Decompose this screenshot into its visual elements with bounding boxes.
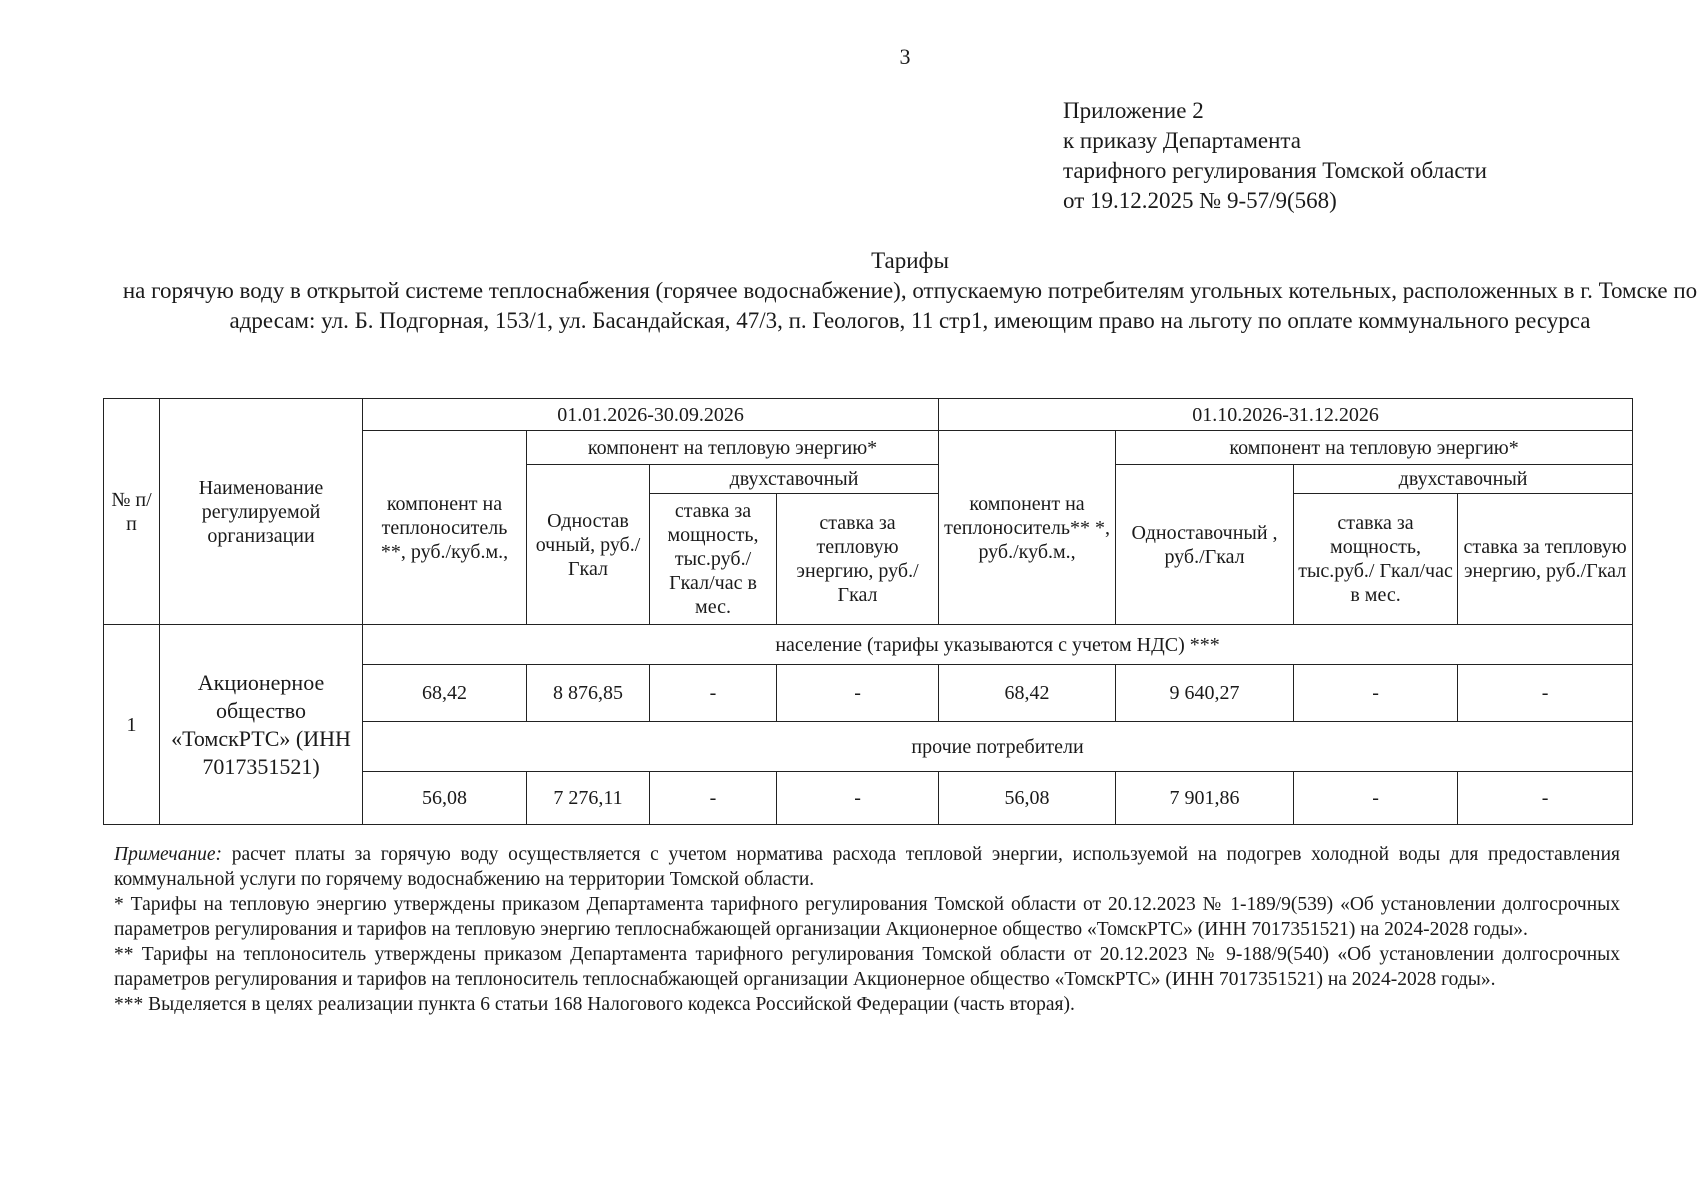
note-3: *** Выделяется в целях реализации пункта 6 статьи 168 Налогового кодекса Российской Федерации (часть вторая). xyxy=(114,994,1075,1015)
table-cell: 56,08 xyxy=(939,772,1116,825)
table-row xyxy=(104,625,1633,665)
header-heat-energy-p2: компонент на тепловую энергию* xyxy=(1116,431,1633,465)
appendix-line: к приказу Департамента xyxy=(1063,128,1301,153)
table-cell: 68,42 xyxy=(939,665,1116,722)
header-num: № п/п xyxy=(104,399,160,625)
row-num: 1 xyxy=(104,625,160,825)
tariffs-table xyxy=(103,398,1633,825)
note-main xyxy=(114,842,1620,892)
table-cell: - xyxy=(777,772,939,825)
table-cell: 7 276,11 xyxy=(527,772,650,825)
title-main: Тарифы xyxy=(871,248,949,273)
table-cell: - xyxy=(1294,665,1458,722)
section-population: население (тарифы указываются с учетом НДС) *** xyxy=(363,625,1633,665)
appendix-block xyxy=(1063,96,1487,216)
table-cell: - xyxy=(650,772,777,825)
table-cell: 68,42 xyxy=(363,665,527,722)
header-heat-carrier-p1: компонент на теплоноситель **, руб./куб.м., xyxy=(363,431,527,625)
note-label: Примечание: xyxy=(114,844,223,865)
header-org-name: Наименование регулируемой организации xyxy=(160,399,363,625)
note-main-text: расчет платы за горячую воду осуществляется с учетом норматива расхода тепловой энергии, используемой на подогрев холодной воды для предоставления коммунальной услуги по горячему водоснабжению на территории Томской области. xyxy=(114,844,1620,890)
header-period-1: 01.01.2026-30.09.2026 xyxy=(363,399,939,431)
header-one-rate-p1: Одностав очный, руб./Гкал xyxy=(527,465,650,625)
page-number: 3 xyxy=(899,44,911,69)
table-cell: 7 901,86 xyxy=(1116,772,1294,825)
notes-block xyxy=(114,842,1620,1017)
header-two-rate-p2: двухставочный xyxy=(1294,465,1633,494)
header-two-rate-p1: двухставочный xyxy=(650,465,939,494)
header-period-2: 01.10.2026-31.12.2026 xyxy=(939,399,1633,431)
section-other: прочие потребители xyxy=(363,722,1633,772)
note-2: ** Тарифы на теплоноситель утверждены приказом Департамента тарифного регулирования Томской области от 20.12.2023 № 9-188/9(540) «Об установлении долгосрочных параметров регулирования и тарифов на теплоноситель теплоснабжающей организации Акционерное общество «ТомскРТС» (ИНН 7017351521) на 2024-2028 годы». xyxy=(114,944,1620,990)
table-cell: 9 640,27 xyxy=(1116,665,1294,722)
header-capacity-rate-p1: ставка за мощность, тыс.руб./ Гкал/час в мес. xyxy=(650,494,777,625)
note-1: * Тарифы на тепловую энергию утверждены приказом Департамента тарифного регулирования Томской области от 20.12.2023 № 1-189/9(539) «Об установлении долгосрочных параметров регулирования и тарифов на тепловую энергию теплоснабжающей организации Акционерное общество «ТомскРТС» (ИНН 7017351521) на 2024-2028 годы». xyxy=(114,894,1620,940)
org-name-cell: Акционерное общество «ТомскРТС» (ИНН 7017351521) xyxy=(160,625,363,825)
header-capacity-rate-p2: ставка за мощность, тыс.руб./ Гкал/час в мес. xyxy=(1294,494,1458,625)
table-cell: - xyxy=(1458,772,1633,825)
header-energy-rate-p1: ставка за тепловую энергию, руб./Гкал xyxy=(777,494,939,625)
document-title xyxy=(120,246,1698,336)
title-subtitle: на горячую воду в открытой системе теплоснабжения (горячее водоснабжение), отпускаемую потребителям угольных котельных, расположенных в г. Томске по адресам: ул. Б. Подгорная, 153/1, ул. Басандайская, 47/3, п. Геологов, 11 стр1, имеющим право на льготу по оплате коммунального ресурса xyxy=(122,278,1698,333)
table-header-row xyxy=(104,399,1633,431)
header-one-rate-p2: Одноставочный , руб./Гкал xyxy=(1116,465,1294,625)
table-cell: - xyxy=(1458,665,1633,722)
table-cell: - xyxy=(777,665,939,722)
appendix-line: Приложение 2 xyxy=(1063,98,1204,123)
header-energy-rate-p2: ставка за тепловую энергию, руб./Гкал xyxy=(1458,494,1633,625)
header-heat-energy-p1: компонент на тепловую энергию* xyxy=(527,431,939,465)
table-cell: 8 876,85 xyxy=(527,665,650,722)
table-cell: - xyxy=(1294,772,1458,825)
header-heat-carrier-p2: компонент на теплоноситель** *, руб./куб.м., xyxy=(939,431,1116,625)
table-cell: 56,08 xyxy=(363,772,527,825)
appendix-line: от 19.12.2025 № 9-57/9(568) xyxy=(1063,188,1337,213)
table-cell: - xyxy=(650,665,777,722)
appendix-line: тарифного регулирования Томской области xyxy=(1063,158,1487,183)
